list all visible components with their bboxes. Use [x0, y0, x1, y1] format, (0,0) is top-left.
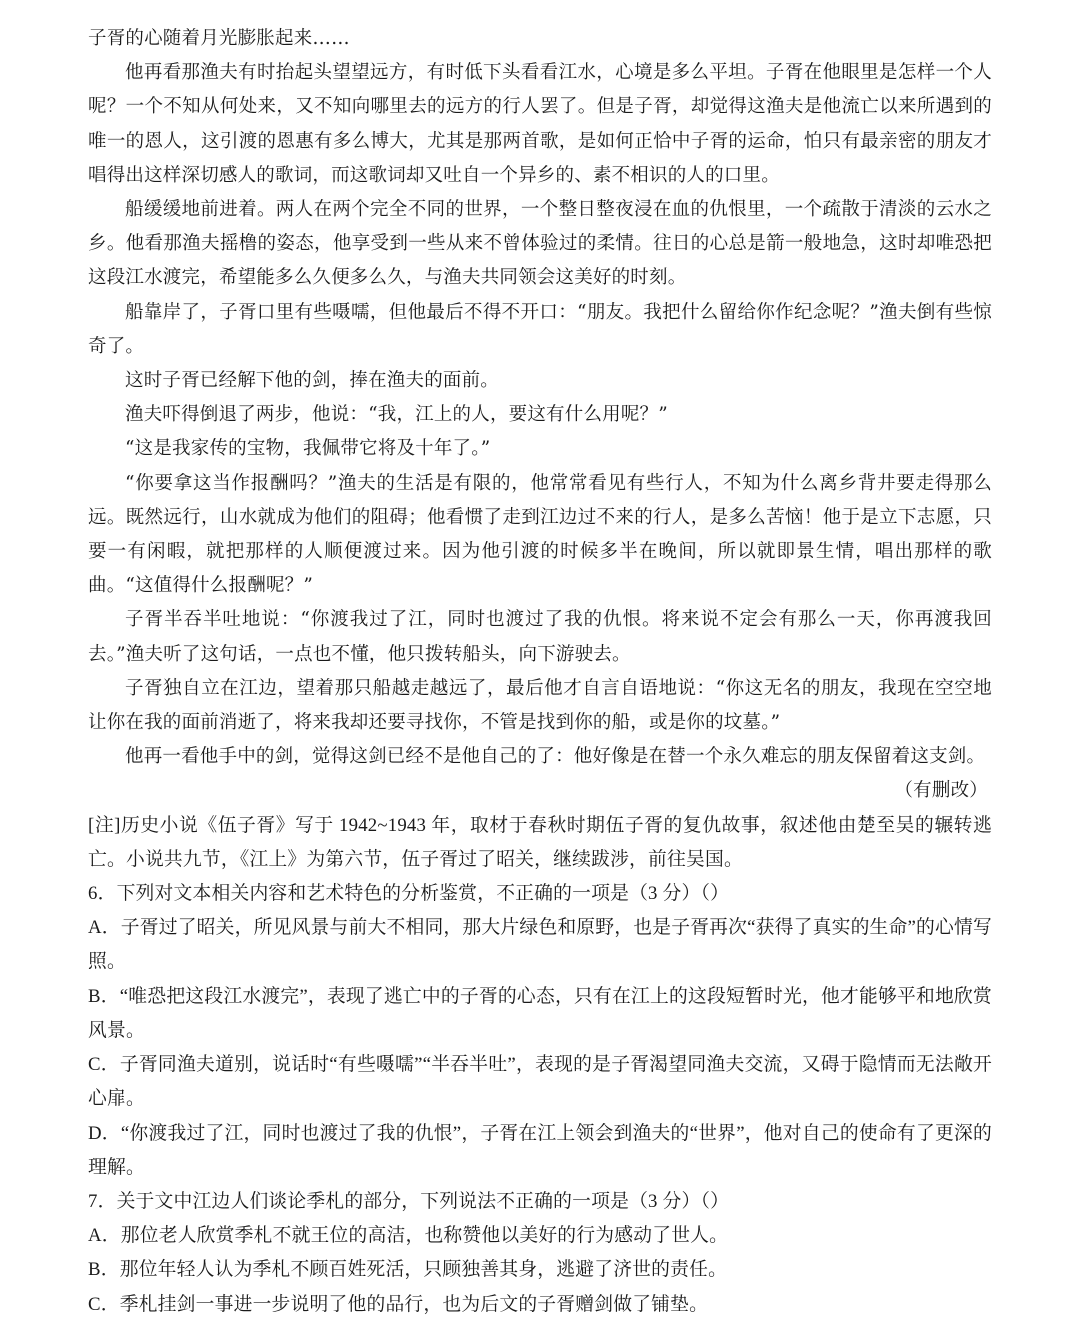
story-excerpt [88, 22, 992, 809]
story-paragraph: 船缓缓地前进着。两人在两个完全不同的世界，一个整日整夜浸在血的仇恨里，一个疏散于清淡的云水之乡。他看那渔夫摇橹的姿态，他享受到一些从来不曾体验过的柔情。往日的心总是箭一般地急，这时却唯恐把这段江水渡完，希望能多么久便多么久，与渔夫共同领会这美好的时刻。 [88, 199, 992, 289]
story-paragraph: 他再一看他手中的剑，觉得这剑已经不是他自己的了：他好像是在替一个永久难忘的朋友保留着这支剑。 [125, 746, 986, 768]
story-paragraph: “这是我家传的宝物，我佩带它将及十年了。” [125, 438, 491, 460]
footnote [88, 809, 992, 877]
source-note: （有删改） [894, 780, 988, 802]
question-7 [88, 1185, 992, 1322]
story-paragraph: 渔夫吓得倒退了两步，他说：“我，江上的人，要这有什么用呢？” [125, 404, 668, 426]
question-list [88, 877, 992, 1322]
question-stem: 7．关于文中江边人们谈论季札的部分，下列说法不正确的一项是（3 分）（） [88, 1190, 730, 1212]
footnote-text: [注]历史小说《伍子胥》写于 1942~1943 年，取材于春秋时期伍子胥的复仇故事，叙述他由楚至吴的辗转逃亡。小说共九节，《江上》为第六节，伍子胥过了昭关，继续跋涉，前往吴国。 [88, 814, 992, 870]
answer-option-b: B．那位年轻人认为季札不顾百姓死活，只顾独善其身，逃避了济世的责任。 [88, 1259, 728, 1281]
question-stem: 6．下列对文本相关内容和艺术特色的分析鉴赏，不正确的一项是（3 分）（） [88, 883, 730, 905]
answer-option-b: B．“唯恐把这段江水渡完”，表现了逃亡中的子胥的心态，只有在江上的这段短暂时光，他才能够平和地欣赏风景。 [88, 985, 992, 1041]
answer-option-c: C．季札挂剑一事进一步说明了他的品行，也为后文的子胥赠剑做了铺垫。 [88, 1293, 709, 1315]
question-6 [88, 877, 992, 1185]
story-paragraph: 他再看那渔夫有时抬起头望望远方，有时低下头看看江水，心境是多么平坦。子胥在他眼里是怎样一个人呢？一个不知从何处来，又不知向哪里去的远方的行人罢了。但是子胥，却觉得这渔夫是他流亡以来所遇到的唯一的恩人，这引渡的恩惠有多么博大，尤其是那两首歌，是如何正恰中子胥的运命，怕只有最亲密的朋友才唱得出这样深切感人的歌词，而这歌词却又吐自一个异乡的、素不相识的人的口里。 [88, 62, 992, 186]
story-paragraph: 子胥的心随着月光膨胀起来…… [88, 28, 350, 49]
story-paragraph: “你要拿这当作报酬吗？”渔夫的生活是有限的，他常常看见有些行人，不知为什么离乡背井要走得那么远。既然远行，山水就成为他们的阻碍；他看惯了走到江边过不来的行人，是多么苦恼！他于是立下志愿，只要一有闲暇，就把那样的人顺便渡过来。因为他引渡的时候多半在晚间，所以就即景生情，唱出那样的歌曲。“这值得什么报酬呢？” [88, 472, 992, 597]
answer-option-a: A．子胥过了昭关，所见风景与前大不相同，那大片绿色和原野，也是子胥再次“获得了真实的生命”的心情写照。 [88, 917, 992, 973]
story-paragraph: 船靠岸了，子胥口里有些嗫嚅，但他最后不得不开口：“朋友。我把什么留给你作纪念呢？”渔夫倒有些惊奇了。 [88, 301, 992, 357]
story-paragraph: 子胥独自立在江边，望着那只船越走越远了，最后他才自言自语地说：“你这无名的朋友，我现在空空地让你在我的面前消逝了，将来我却还要寻找你，不管是找到你的船，或是你的坟墓。” [88, 677, 992, 734]
story-paragraph: 这时子胥已经解下他的剑，捧在渔夫的面前。 [125, 370, 500, 392]
answer-option-a: A．那位老人欣赏季札不就王位的高洁，也称赞他以美好的行为感动了世人。 [88, 1225, 729, 1247]
story-paragraph: 子胥半吞半吐地说：“你渡我过了江，同时也渡过了我的仇恨。将来说不定会有那么一天，你再渡我回去。”渔夫听了这句话，一点也不懂，他只拨转船头，向下游驶去。 [88, 609, 992, 665]
answer-option-d: D．“你渡我过了江，同时也渡过了我的仇恨”，子胥在江上领会到渔夫的“世界”，他对自己的使命有了更深的理解。 [88, 1122, 992, 1178]
answer-option-c: C．子胥同渔夫道别，说话时“有些嗫嚅”“半吞半吐”，表现的是子胥渴望同渔夫交流，又碍于隐情而无法敞开心扉。 [88, 1054, 992, 1110]
